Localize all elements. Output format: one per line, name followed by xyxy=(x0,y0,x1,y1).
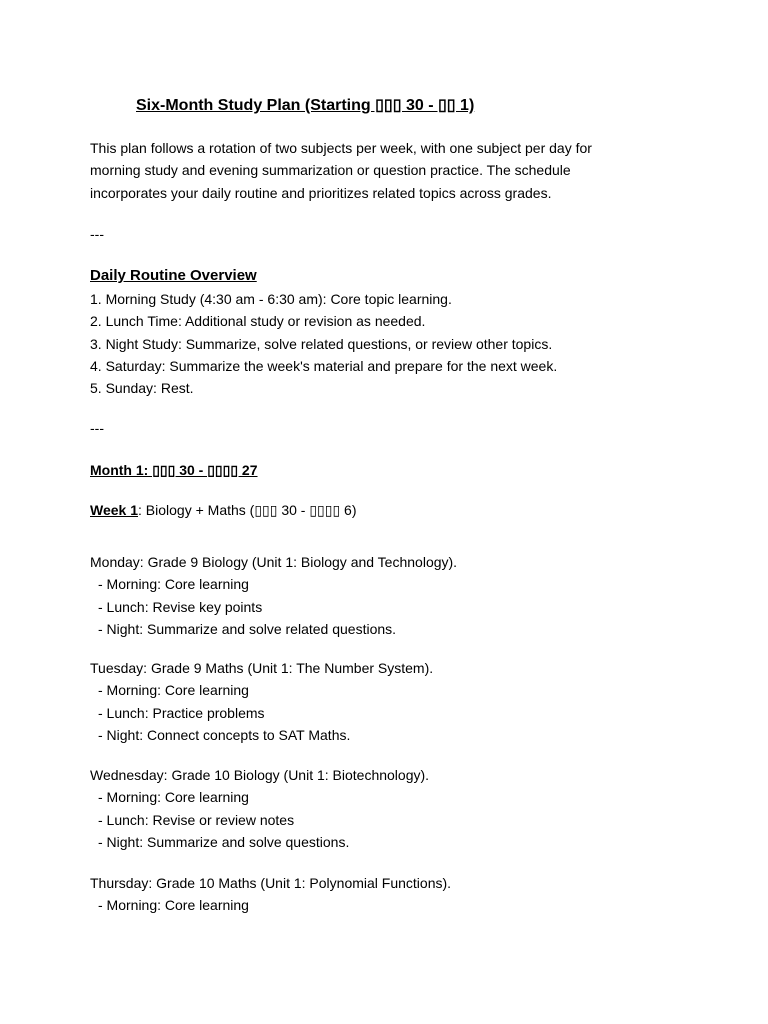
day-task: - Lunch: Revise or review notes xyxy=(98,811,295,828)
routine-item: 4. Saturday: Summarize the week's material and prepare for the next week. xyxy=(90,357,558,374)
day-task: - Morning: Core learning xyxy=(98,789,249,806)
day-block-tuesday xyxy=(90,657,433,746)
intro-line: incorporates your daily routine and prioritizes related topics across grades. xyxy=(90,184,552,201)
day-task: - Night: Summarize and solve questions. xyxy=(98,833,350,850)
intro-line: morning study and evening summarization or question practice. The schedule xyxy=(90,162,571,179)
intro-paragraph xyxy=(90,137,592,204)
daily-routine-list xyxy=(90,288,557,399)
separator-text: --- xyxy=(90,420,104,436)
day-title: Tuesday: Grade 9 Maths (Unit 1: The Number System). xyxy=(90,660,434,676)
day-title: Monday: Grade 9 Biology (Unit 1: Biology and Technology). xyxy=(90,554,458,570)
day-task: - Lunch: Revise key points xyxy=(98,598,263,615)
separator-text: --- xyxy=(90,226,104,242)
day-title: Wednesday: Grade 10 Biology (Unit 1: Biotechnology). xyxy=(90,767,430,783)
day-task: - Morning: Core learning xyxy=(98,897,249,914)
document-title-block xyxy=(136,95,474,117)
day-block-wednesday xyxy=(90,764,429,853)
document-title: Six-Month Study Plan (Starting ▯▯▯ 30 - ▯▯ 1) xyxy=(136,97,475,114)
month-heading: Month 1: ▯▯▯ 30 - ▯▯▯▯ 27 xyxy=(90,462,258,478)
day-title: Thursday: Grade 10 Maths (Unit 1: Polynomial Functions). xyxy=(90,875,452,891)
routine-item: 3. Night Study: Summarize, solve related questions, or review other topics. xyxy=(90,335,553,352)
routine-item: 2. Lunch Time: Additional study or revision as needed. xyxy=(90,313,426,330)
separator xyxy=(90,417,104,439)
day-task: - Night: Connect concepts to SAT Maths. xyxy=(98,726,351,743)
week-heading-block xyxy=(90,499,357,521)
week-heading xyxy=(90,499,357,521)
daily-routine-heading: Daily Routine Overview xyxy=(90,267,257,284)
day-task: - Morning: Core learning xyxy=(98,576,249,593)
routine-item: 1. Morning Study (4:30 am - 6:30 am): Core topic learning. xyxy=(90,291,452,307)
month-heading-block xyxy=(90,459,258,481)
day-block-thursday xyxy=(90,872,451,917)
routine-item: 5. Sunday: Rest. xyxy=(90,380,194,397)
day-task: - Night: Summarize and solve related questions. xyxy=(98,620,397,637)
week-label: Week 1 xyxy=(90,502,138,518)
daily-routine-heading-block xyxy=(90,265,257,287)
intro-line: This plan follows a rotation of two subjects per week, with one subject per day for xyxy=(90,140,592,156)
separator xyxy=(90,223,104,245)
day-task: - Lunch: Practice problems xyxy=(98,704,265,721)
week-subjects: : Biology + Maths (▯▯▯ 30 - ▯▯▯▯ 6) xyxy=(138,502,357,518)
day-task: - Morning: Core learning xyxy=(98,682,249,699)
day-block-monday xyxy=(90,551,457,640)
